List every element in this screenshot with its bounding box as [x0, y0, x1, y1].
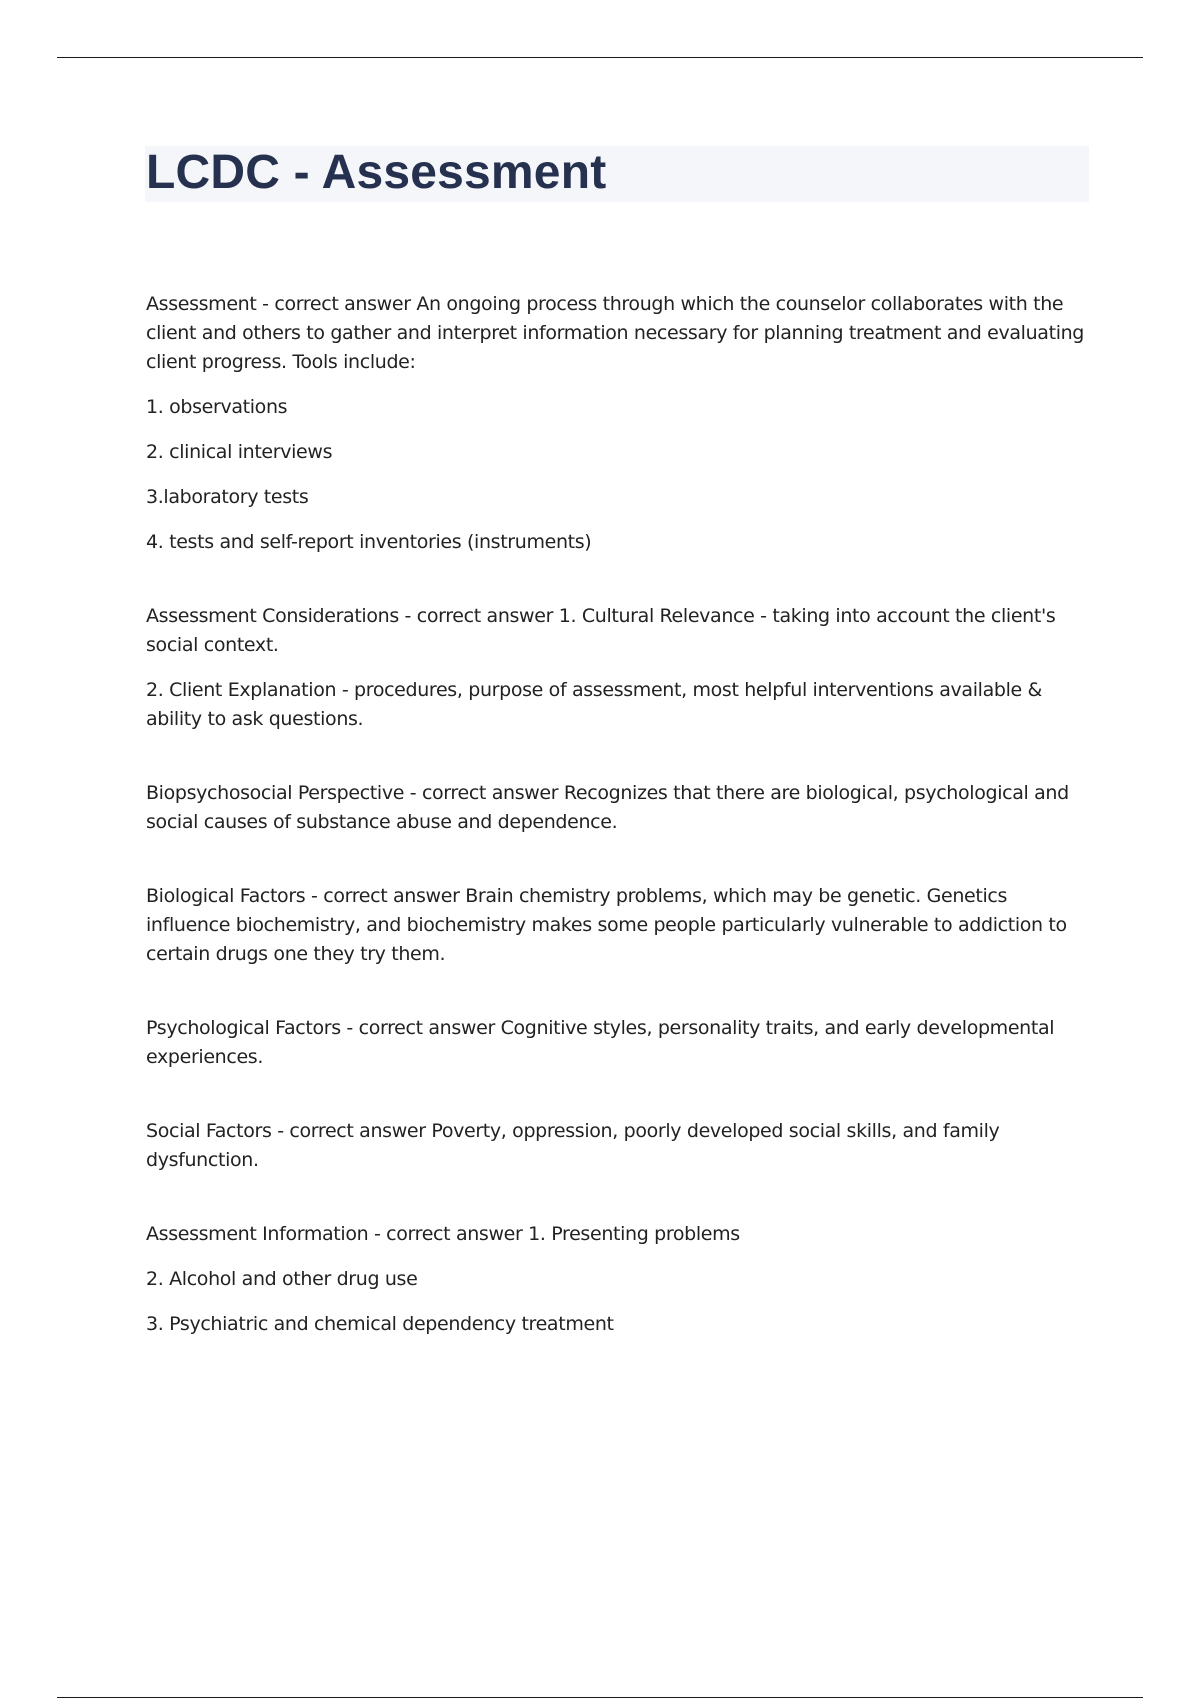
qa-entry-biological-factors: [146, 882, 1091, 969]
qa-entry-assessment-considerations: [146, 602, 1091, 734]
qa-entry-psychological-factors: [146, 1014, 1091, 1072]
entry-paragraph: 2. Client Explanation - procedures, purpose of assessment, most helpful interventions available & ability to ask questions.: [146, 679, 1043, 730]
entry-paragraph: Assessment Information - correct answer 1. Presenting problems: [146, 1223, 740, 1245]
entry-paragraph: Biological Factors - correct answer Brain chemistry problems, which may be genetic. Genetics influence biochemistry, and biochemistry makes some people particularly vulnerable to addiction to certain drugs one they try them.: [146, 885, 1067, 965]
entry-list-item: 1. observations: [146, 396, 288, 418]
qa-entry-biopsychosocial-perspective: [146, 779, 1091, 837]
entry-paragraph: Assessment Considerations - correct answer 1. Cultural Relevance - taking into account the client's social context.: [146, 605, 1056, 656]
entry-paragraph: Biopsychosocial Perspective - correct answer Recognizes that there are biological, psychological and social causes of substance abuse and dependence.: [146, 782, 1069, 833]
document-body: [146, 290, 1091, 1384]
entry-list-item: 4. tests and self-report inventories (instruments): [146, 531, 592, 553]
entry-list-item: 3.laboratory tests: [146, 486, 309, 508]
qa-entry-social-factors: [146, 1117, 1091, 1175]
entry-list-item: 2. clinical interviews: [146, 441, 333, 463]
entry-paragraph: Psychological Factors - correct answer Cognitive styles, personality traits, and early developmental experiences.: [146, 1017, 1055, 1068]
page-top-rule: [57, 57, 1143, 58]
entry-list-item: 3. Psychiatric and chemical dependency treatment: [146, 1313, 614, 1335]
entry-paragraph: Assessment - correct answer An ongoing process through which the counselor collaborates with the client and others to gather and interpret information necessary for planning treatment and evaluating client progress. Tools include:: [146, 293, 1085, 373]
qa-entry-assessment: [146, 290, 1091, 557]
entry-list-item: 2. Alcohol and other drug use: [146, 1268, 418, 1290]
qa-entry-assessment-information: [146, 1220, 1091, 1339]
entry-paragraph: Social Factors - correct answer Poverty, oppression, poorly developed social skills, and family dysfunction.: [146, 1120, 1000, 1171]
page-title: LCDC - Assessment: [146, 146, 607, 199]
page-bottom-rule: [57, 1697, 1143, 1698]
